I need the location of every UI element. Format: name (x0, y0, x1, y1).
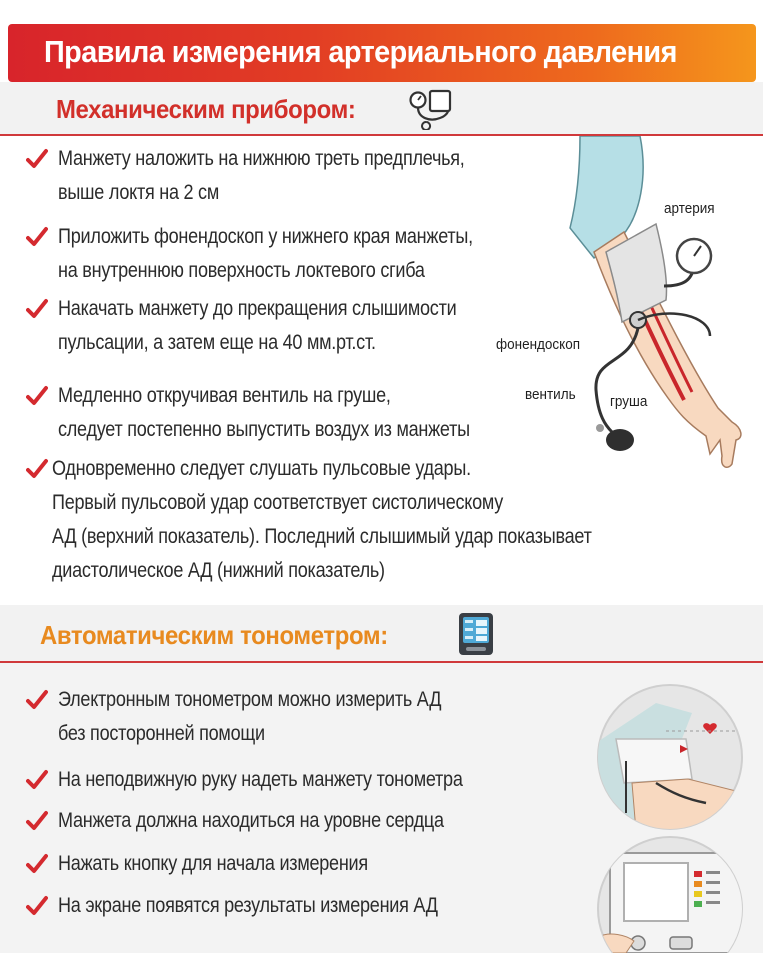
list-item (26, 452, 726, 592)
item-line: Манжета должна находиться на уровне сердца (58, 809, 444, 832)
digital-tonometer-icon (456, 611, 496, 657)
checkmark-icon (26, 895, 48, 917)
checkmark-icon (26, 385, 48, 407)
arm-cuff-illustration (560, 136, 763, 496)
list-item (26, 379, 566, 447)
list-item (26, 889, 586, 923)
item-line: Накачать манжету до прекращения слышимости (58, 297, 457, 320)
automatic-section-title: Автоматическим тонометром: (40, 620, 388, 650)
mechanical-section-body (0, 136, 763, 605)
list-item (26, 847, 586, 881)
item-line: Электронным тонометром можно измерить АД (58, 688, 442, 711)
item-line: на внутреннюю поверхность локтевого сгиба (58, 259, 425, 282)
checkmark-icon (26, 810, 48, 832)
title-banner (8, 24, 756, 82)
item-line: Первый пульсовой удар соответствует систолическому (52, 491, 504, 514)
item-line: пульсации, а затем еще на 40 мм.рт.ст. (58, 331, 376, 354)
item-line: Манжету наложить на нижнюю треть предплечья, (58, 147, 465, 170)
checkmark-icon (26, 689, 48, 711)
checkmark-icon (26, 298, 48, 320)
cuff-on-arm-illustration (596, 683, 744, 831)
checkmark-icon (26, 769, 48, 791)
list-item (26, 220, 566, 288)
label-valve: вентиль (525, 386, 576, 403)
item-line: Одновременно следует слушать пульсовые удары. (52, 457, 471, 480)
checkmark-icon (26, 226, 48, 248)
item-line: Медленно откручивая вентиль на груше, (58, 384, 391, 407)
item-line: Приложить фонендоскоп у нижнего края манжеты, (58, 225, 473, 248)
mechanical-section-header (0, 82, 763, 134)
item-line: без посторонней помощи (58, 722, 265, 745)
list-item (26, 683, 586, 751)
checkmark-icon (26, 458, 48, 480)
item-line: следует постепенно выпустить воздух из манжеты (58, 418, 470, 441)
automatic-section-body (0, 663, 763, 953)
mechanical-section-title: Механическим прибором: (56, 94, 356, 124)
list-item (26, 142, 566, 210)
label-phonendoscope: фонендоскоп (496, 336, 581, 353)
checkmark-icon (26, 148, 48, 170)
item-line: На экране появятся результаты измерения АД (58, 894, 438, 917)
item-line: На неподвижную руку надеть манжету тонометра (58, 768, 463, 791)
list-item (26, 292, 566, 360)
label-artery: артерия (664, 200, 715, 217)
tonometer-device-illustration (596, 835, 744, 953)
page-title: Правила измерения артериального давления (44, 34, 677, 69)
list-item (26, 804, 586, 838)
label-bulb: груша (610, 393, 648, 410)
list-item (26, 763, 586, 797)
sphygmomanometer-icon (408, 88, 454, 130)
checkmark-icon (26, 853, 48, 875)
item-line: диастолическое АД (нижний показатель) (52, 559, 385, 582)
item-line: выше локтя на 2 см (58, 181, 219, 204)
automatic-section-header (0, 605, 763, 661)
item-line: Нажать кнопку для начала измерения (58, 852, 368, 875)
item-line: АД (верхний показатель). Последний слышимый удар показывает (52, 525, 592, 548)
